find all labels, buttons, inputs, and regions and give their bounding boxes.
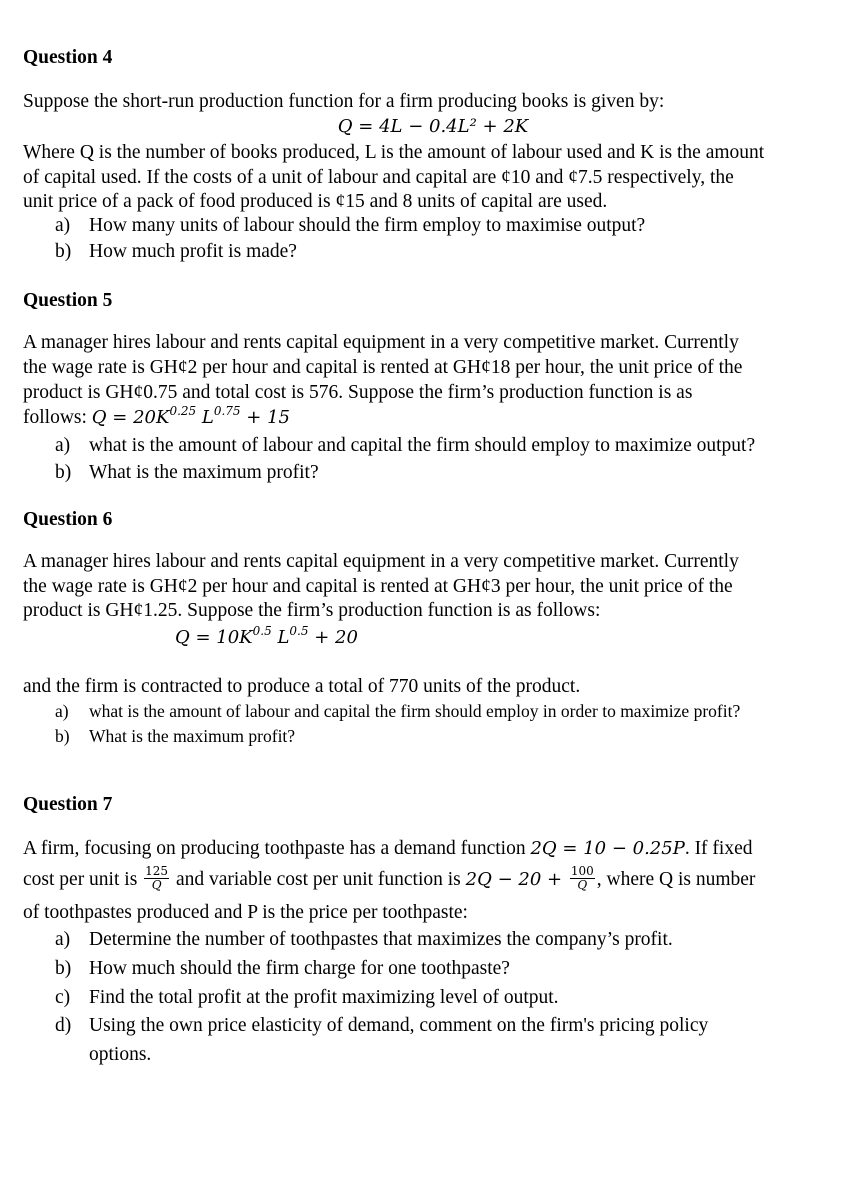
q5-item-a-text: what is the amount of labour and capital the firm should employ to maximize output? [89, 435, 756, 456]
q7-variable-cost-fraction [570, 865, 595, 892]
q4-equation [23, 114, 843, 139]
q7-fixed-cost-fraction [144, 865, 169, 892]
q5-item-b-text: What is the maximum profit? [89, 462, 319, 483]
q7-frac1-den: Q [151, 878, 162, 893]
q7-item-d-text: Using the own price elasticity of demand, comment on the firm's pricing policy [89, 1015, 709, 1036]
q6-item-b [55, 724, 295, 749]
q6-item-b-label: b) [55, 726, 70, 746]
q7-line1 [23, 836, 753, 861]
question-4-heading: Question 4 [23, 47, 113, 68]
q7-item-c-text: Find the total profit at the profit maximizing level of output. [89, 987, 559, 1008]
q4-line2: of capital used. If the costs of a unit of labour and capital are ¢10 and ¢7.5 respectively, the [23, 167, 734, 188]
q4-item-b-label: b) [55, 241, 72, 262]
q5-line1: A manager hires labour and rents capital equipment in a very competitive market. Currently [23, 332, 739, 353]
q6-item-a-label: a) [55, 701, 69, 721]
q7-item-d [55, 1013, 708, 1038]
q4-item-a-text: How many units of labour should the firm employ to maximise output? [89, 215, 646, 236]
q5-line4 [23, 405, 290, 430]
q7-item-c-label: c) [55, 987, 71, 1008]
q4-equation-text: Q = 4L − 0.4L² + 2K [337, 116, 529, 137]
q4-line1: Where Q is the number of books produced, L is the amount of labour used and K is the amount [23, 142, 765, 163]
q4-item-b [55, 239, 297, 264]
q7-line2-b: and variable cost per unit function is [171, 869, 466, 890]
q4-line3: unit price of a pack of food produced is ¢15 and 8 units of capital are used. [23, 191, 608, 212]
q7-line3: of toothpastes produced and P is the price per toothpaste: [23, 902, 468, 923]
q6-item-a-text: what is the amount of labour and capital the firm should employ in order to maximize profit? [89, 701, 741, 721]
q7-item-c [55, 985, 559, 1010]
q6-item-a [55, 699, 740, 724]
q7-frac1-num: 125 [145, 864, 169, 879]
question-6-heading: Question 6 [23, 509, 113, 530]
q5-line3: product is GH¢0.75 and total cost is 576. Suppose the firm’s production function is as [23, 382, 693, 403]
question-7-heading: Question 7 [23, 794, 113, 815]
q4-item-b-text: How much profit is made? [89, 241, 297, 262]
q6-line1: A manager hires labour and rents capital equipment in a very competitive market. Currently [23, 551, 739, 572]
q7-item-d-continuation: options. [89, 1044, 152, 1065]
q7-item-b-text: How much should the firm charge for one toothpaste? [89, 958, 510, 979]
q4-item-a [55, 213, 645, 238]
q6-line4: and the firm is contracted to produce a total of 770 units of the product. [23, 676, 581, 697]
q7-frac2-den: Q [577, 878, 588, 893]
q7-line2-c: , where Q is number [596, 869, 756, 890]
q7-line2 [23, 864, 756, 894]
q5-line2: the wage rate is GH¢2 per hour and capital is rented at GH¢18 per hour, the unit price of the [23, 357, 743, 378]
q5-item-a-label: a) [55, 435, 71, 456]
q7-item-b-label: b) [55, 958, 72, 979]
q7-line1-text: A firm, focusing on producing toothpaste has a demand function [23, 838, 531, 859]
q7-item-a [55, 927, 673, 952]
q6-item-b-text: What is the maximum profit? [89, 726, 296, 746]
q7-item-b [55, 956, 510, 981]
q7-item-d-label: d) [55, 1015, 72, 1036]
q7-line2-a: cost per unit is [23, 869, 143, 890]
q5-item-b [55, 460, 319, 485]
q7-demand-equation: 2Q = 10 − 0.25P [530, 838, 685, 859]
question-5-heading: Question 5 [23, 290, 113, 311]
q7-variable-cost-equation: 2Q − 20 + [465, 869, 568, 890]
q5-item-b-label: b) [55, 462, 72, 483]
q7-item-a-text: Determine the number of toothpastes that maximizes the company’s profit. [89, 929, 673, 950]
q5-line4-prefix: follows: [23, 407, 92, 428]
q4-intro: Suppose the short-run production function for a firm producing books is given by: [23, 91, 665, 112]
q6-line3: product is GH¢1.25. Suppose the firm’s production function is as follows: [23, 600, 601, 621]
q6-line2: the wage rate is GH¢2 per hour and capital is rented at GH¢3 per hour, the unit price of the [23, 576, 733, 597]
q7-item-a-label: a) [55, 929, 71, 950]
q4-item-a-label: a) [55, 215, 71, 236]
q7-line1-end: . If fixed [684, 838, 753, 859]
q5-item-a [55, 433, 755, 458]
q5-equation: $Q = 20K^{0.25}$ $L^{0.75} + 15$ [91, 404, 290, 428]
q7-frac2-num: 100 [570, 864, 594, 879]
q6-equation: $Q = 10K^{0.5}$ $L^{0.5} + 20$ [175, 624, 358, 648]
